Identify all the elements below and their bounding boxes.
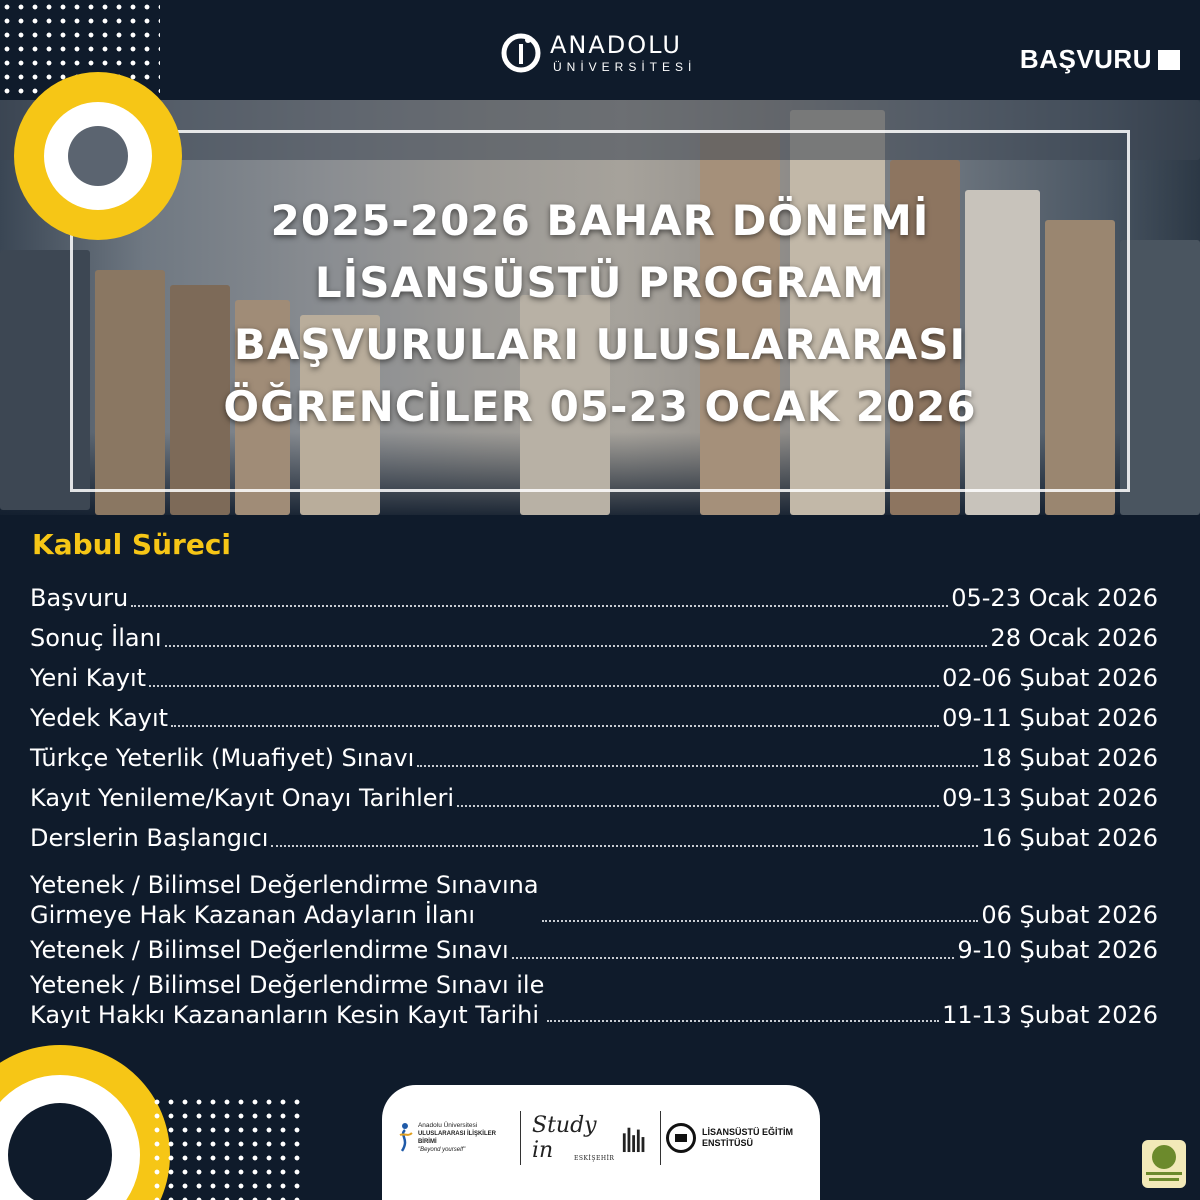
schedule-label: Derslerin Başlangıcı	[30, 824, 269, 852]
schedule-date: 09-11 Şubat 2026	[942, 704, 1158, 732]
institute-line2: ENSTİTÜSÜ	[702, 1138, 754, 1148]
schedule-label-multiline	[30, 870, 539, 930]
schedule-date: 9-10 Şubat 2026	[957, 936, 1158, 964]
schedule-row-multiline	[30, 970, 1158, 1030]
category-tag-label: BAŞVURU	[1019, 44, 1152, 74]
category-tag	[1020, 44, 1180, 75]
dotted-leader	[271, 845, 978, 847]
dotted-leader	[457, 805, 939, 807]
schedule-label: Kayıt Yenileme/Kayıt Onayı Tarihleri	[30, 784, 455, 812]
dotted-leader	[512, 957, 955, 959]
schedule-row	[30, 578, 1158, 618]
schedule-label: Türkçe Yeterlik (Muafiyet) Sınavı	[30, 744, 415, 772]
schedule-list	[30, 578, 1158, 1030]
section-title: Kabul Süreci	[32, 528, 232, 561]
schedule-label: Yeni Kayıt	[30, 664, 147, 692]
schedule-label: Yedek Kayıt	[30, 704, 169, 732]
dotted-leader	[417, 765, 978, 767]
tag-bar-decoration	[1158, 50, 1180, 70]
schedule-date: 06 Şubat 2026	[981, 901, 1158, 929]
dotted-leader	[171, 725, 939, 727]
schedule-date: 11-13 Şubat 2026	[942, 1001, 1158, 1029]
dotted-leader	[131, 605, 948, 607]
hero-title-line: 2025-2026 BAHAR DÖNEMİ	[270, 196, 930, 245]
logo-divider	[520, 1111, 521, 1165]
schedule-label: Sonuç İlanı	[30, 624, 162, 652]
iro-line2: ULUSLARARASI İLİŞKİLER BİRİMİ	[417, 1131, 496, 1145]
logo-divider	[660, 1111, 661, 1165]
study-city-text: ESKİŞEHİR	[574, 1155, 615, 1162]
schedule-row-multiline	[30, 870, 1158, 930]
schedule-date: 05-23 Ocak 2026	[951, 584, 1158, 612]
schedule-date: 28 Ocak 2026	[990, 624, 1158, 652]
dot-pattern-bottom-left	[150, 1095, 300, 1200]
schedule-row	[30, 818, 1158, 858]
spacer	[30, 858, 1158, 870]
schedule-label-line: Girmeye Hak Kazanan Adayların İlanı	[30, 901, 476, 929]
iro-line1: Anadolu Üniversitesi	[417, 1122, 478, 1129]
hero-title-line: BAŞVURULARI ULUSLARARASI	[233, 320, 967, 369]
schedule-row	[30, 618, 1158, 658]
ring-inner-core	[68, 126, 128, 186]
badge-text-line	[1149, 1178, 1179, 1181]
skyline-icon	[621, 1123, 647, 1153]
schedule-label-line: Yetenek / Bilimsel Değerlendirme Sınavına	[30, 871, 539, 899]
schedule-row	[30, 658, 1158, 698]
badge-emblem	[1152, 1145, 1176, 1169]
dancer-icon	[396, 1121, 414, 1155]
book-shape	[1120, 240, 1200, 515]
dotted-leader	[165, 645, 988, 647]
schedule-row	[30, 930, 1158, 970]
yellow-ring-decoration	[14, 72, 182, 240]
schedule-row	[30, 698, 1158, 738]
schedule-date: 09-13 Şubat 2026	[942, 784, 1158, 812]
hero-title-line: LİSANSÜSTÜ PROGRAM	[314, 258, 886, 307]
international-relations-logo	[396, 1103, 516, 1173]
hero-title	[70, 190, 1130, 438]
graduation-cap-icon	[666, 1123, 696, 1153]
sustainability-badge-icon	[1142, 1140, 1186, 1188]
study-in-eskisehir-logo	[532, 1103, 647, 1173]
dotted-leader	[149, 685, 939, 687]
schedule-row	[30, 778, 1158, 818]
schedule-label: Başvuru	[30, 584, 129, 612]
yellow-ring-decoration	[0, 1045, 170, 1200]
dotted-leader	[542, 920, 979, 922]
schedule-row	[30, 738, 1158, 778]
university-name: ANADOLU	[550, 31, 682, 59]
dotted-leader	[547, 1020, 939, 1022]
schedule-date: 18 Şubat 2026	[981, 744, 1158, 772]
institute-line1: LİSANSÜSTÜ EĞİTİM	[702, 1127, 794, 1137]
university-emblem-icon	[500, 32, 542, 74]
university-subtitle: ÜNİVERSİTESİ	[553, 60, 697, 74]
hero-title-line: ÖĞRENCİLER 05-23 OCAK 2026	[223, 382, 977, 431]
schedule-date: 16 Şubat 2026	[981, 824, 1158, 852]
partner-logos-panel	[382, 1085, 820, 1200]
schedule-date: 02-06 Şubat 2026	[942, 664, 1158, 692]
graduate-institute-logo	[666, 1103, 816, 1173]
schedule-label-line: Yetenek / Bilimsel Değerlendirme Sınavı ile	[30, 971, 545, 999]
ring-inner-core	[8, 1103, 112, 1200]
anadolu-university-logo	[500, 28, 710, 78]
badge-text-line	[1146, 1172, 1182, 1175]
schedule-label-line: Kayıt Hakkı Kazananların Kesin Kayıt Tarihi	[30, 1001, 540, 1029]
iro-slogan: "Beyond yourself"	[417, 1147, 466, 1153]
schedule-label-multiline	[30, 970, 544, 1030]
schedule-label: Yetenek / Bilimsel Değerlendirme Sınavı	[30, 936, 509, 964]
study-in-text: Study in	[532, 1113, 597, 1163]
